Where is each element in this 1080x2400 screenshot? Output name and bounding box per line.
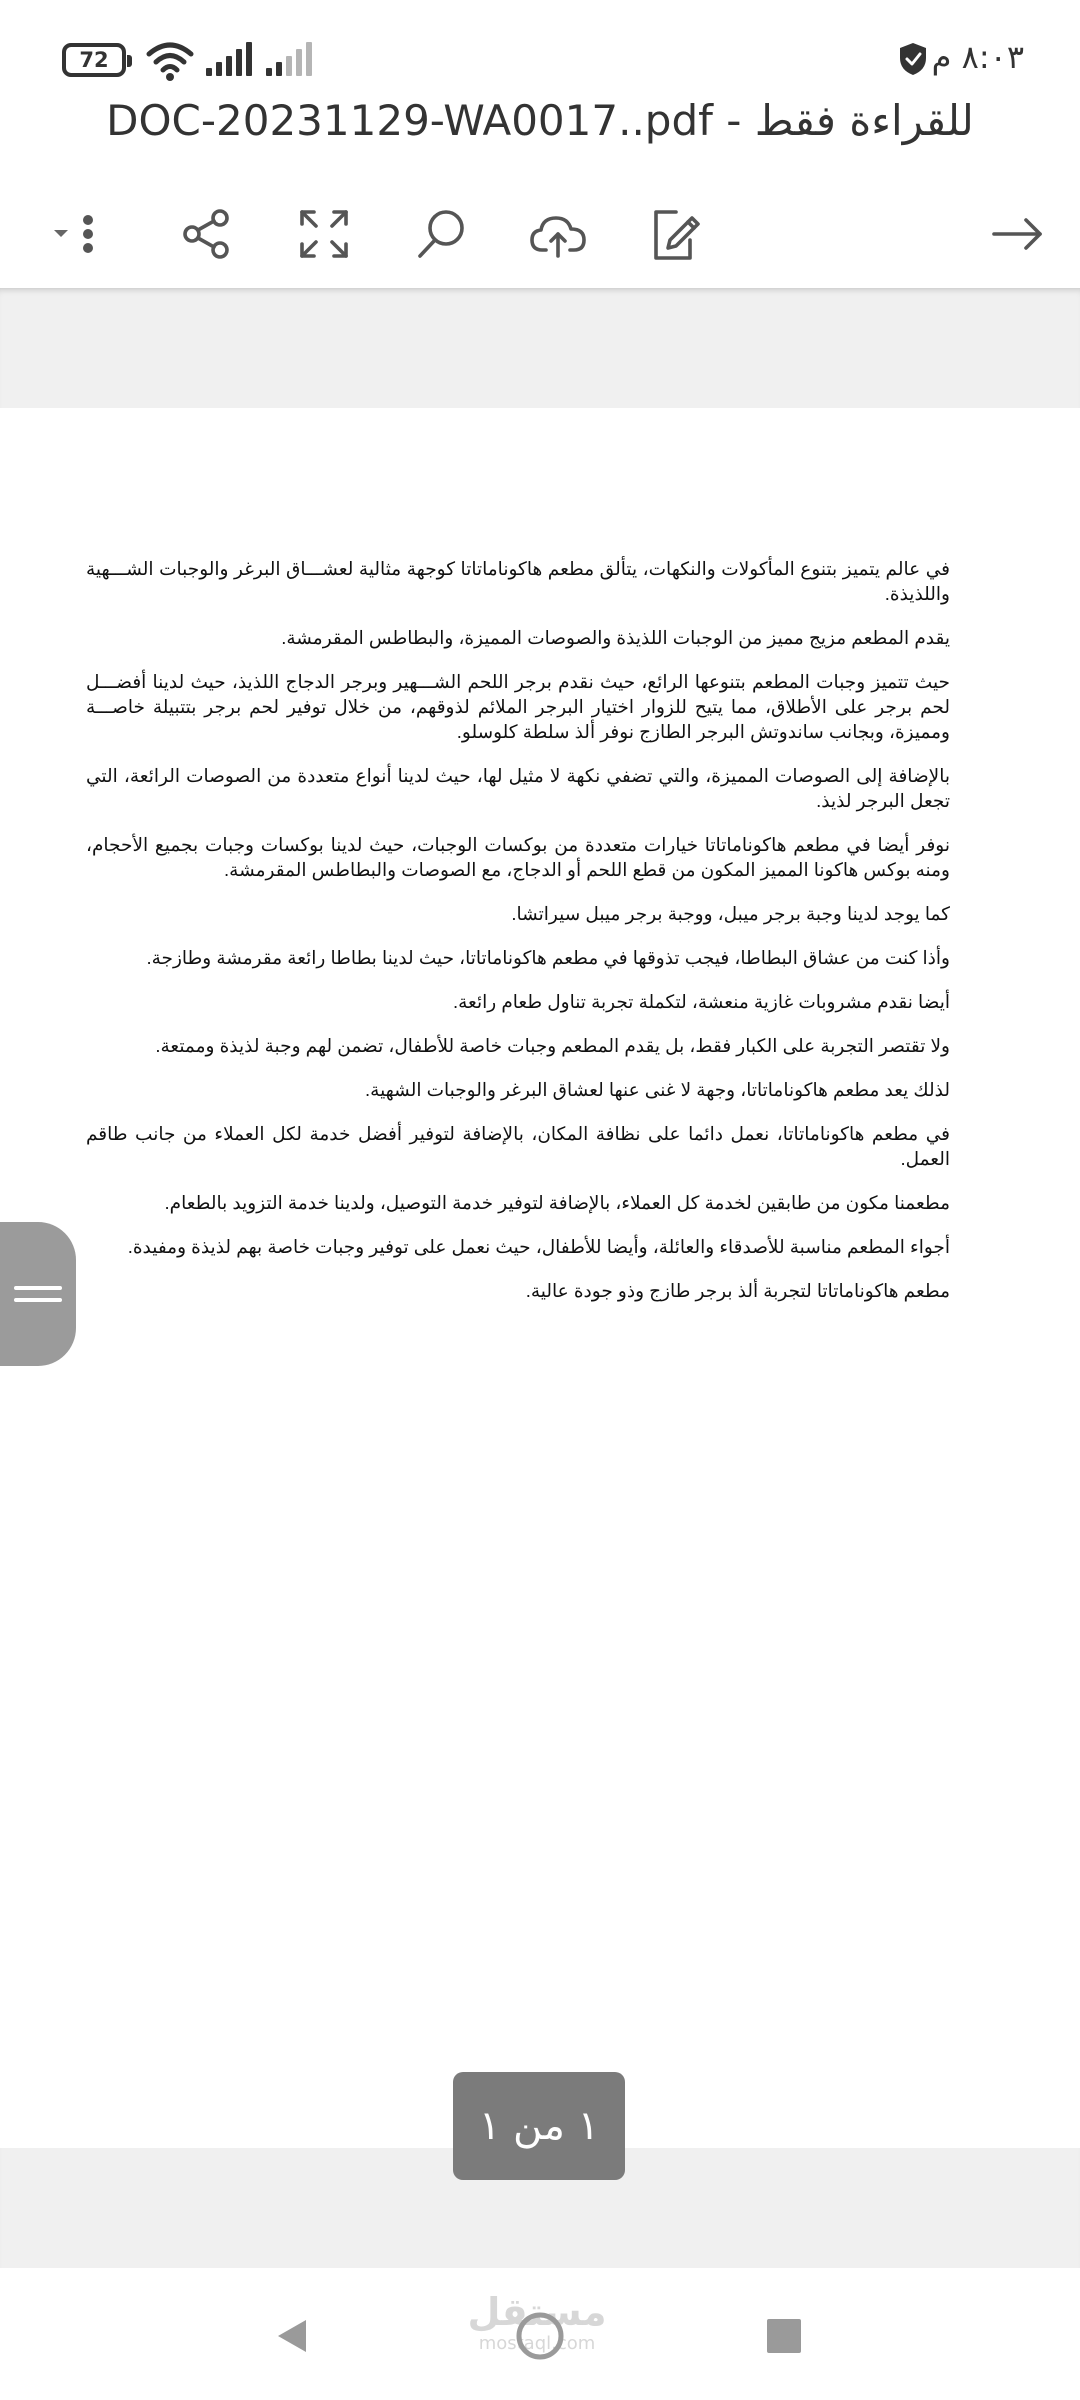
toolbar — [0, 180, 1080, 290]
paragraph: بالإضافة إلى الصوصات المميزة، والتي تضفي نكهة لا مثيل لها، حيث لدينا أنواع متعددة من الصوصات الرائعة، التي تجعل البرجر لذيذ. — [86, 765, 950, 811]
back-button[interactable] — [262, 2306, 322, 2366]
document-title: DOC-20231129-WA0017..pdf - للقراءة فقط — [106, 96, 974, 145]
fullscreen-icon — [294, 204, 354, 264]
paragraph: وأذا كنت من عشاق البطاطا، فيجب تذوقها في مطعم هاكوناماتاتا، حيث لدينا بطاطا رائعة مقرمشة وطازجة. — [146, 947, 950, 968]
page-indicator: ١ من ١ — [453, 2072, 625, 2180]
watermark-url: mostaql.com — [478, 2333, 596, 2354]
battery-level: 72 — [79, 48, 109, 72]
signal-icon — [266, 42, 312, 76]
paragraph: لذلك يعد مطعم هاكوناماتاتا، وجهة لا غنى عنها لعشاق البرغر والوجبات الشهية. — [365, 1079, 950, 1100]
shield-icon — [898, 42, 928, 76]
paragraph: ولا تقتصر التجربة على الكبار فقط، بل يقدم المطعم وجبات خاصة للأطفال، تضمن لهم وجبة لذيذة وممتعة. — [155, 1035, 950, 1056]
drag-handle-icon — [12, 1274, 64, 1314]
clock: ٨:٠٣ م — [931, 38, 1024, 76]
paragraph: أجواء المطعم مناسبة للأصدقاء والعائلة، وأيضا للأطفال، حيث نعمل على توفير وجبات خاصة بهم لذيذة ومفيدة. — [127, 1236, 950, 1257]
fullscreen-button[interactable] — [284, 194, 364, 274]
recents-icon — [765, 2317, 803, 2355]
signal-icon — [206, 42, 252, 76]
edit-button[interactable] — [636, 194, 716, 274]
search-icon — [412, 204, 472, 264]
upload-cloud-button[interactable] — [518, 194, 598, 274]
battery-icon — [62, 43, 126, 77]
home-icon — [514, 2310, 566, 2362]
recents-button[interactable] — [754, 2306, 814, 2366]
search-button[interactable] — [402, 194, 482, 274]
paragraph: في مطعم هاكوناماتاتا، نعمل دائما على نظافة المكان، بالإضافة لتوفير أفضل خدمة لكل العملاء من جانب طاقم العمل. — [86, 1123, 950, 1169]
paragraph: كما يوجد لدينا وجبة برجر ميبل، ووجبة برجر ميبل سيراتشا. — [511, 903, 950, 924]
page-content — [86, 556, 950, 1322]
side-panel-handle[interactable] — [0, 1222, 76, 1366]
paragraph: أيضا نقدم مشروبات غازية منعشة، لتكملة تجربة تناول طعام رائعة. — [452, 991, 950, 1012]
pdf-page — [0, 408, 1080, 2148]
edit-icon — [646, 204, 706, 264]
paragraph: حيث تتميز وجبات المطعم بتنوعها الرائع، حيث نقدم برجر اللحم الشـــهير وبرجر الدجاج اللذيذ، حيث لدينا أفضـــل لحم برجر على الأطلاق، مما يتيح للزوار اختيار البرجر الملائم لذوقهم، من خلال توفير لحم برجر بتتبيلة خاصـــة ومميزة، وبجانب ساندوتش البرجر الطازج نوفر ألذ سلطة كلوسلو. — [86, 671, 950, 742]
share-button[interactable] — [166, 194, 246, 274]
navigation-bar — [0, 2268, 1080, 2400]
forward-button[interactable] — [978, 194, 1058, 274]
wifi-icon — [145, 38, 195, 82]
paragraph: في عالم يتميز بتنوع المأكولات والنكهات، يتألق مطعم هاكوناماتاتا كوجهة مثالية لعشـــاق البرغر والوجبات الشـــهية واللذيذة. — [86, 558, 950, 604]
paragraph: مطعمنا مكون من طابقين لخدمة كل العملاء، بالإضافة لتوفير خدمة التوصيل، ولدينا خدمة التزويد بالطعام. — [164, 1192, 950, 1213]
more-menu-button[interactable] — [20, 194, 116, 274]
watermark-text: مستقل — [467, 2290, 607, 2334]
back-icon — [272, 2316, 312, 2356]
status-bar — [0, 0, 1080, 110]
paragraph: يقدم المطعم مزيج مميز من الوجبات اللذيذة والصوصات المميزة، والبطاطس المقرمشة. — [281, 627, 950, 648]
forward-arrow-icon — [988, 204, 1048, 264]
upload-cloud-icon — [528, 204, 588, 264]
paragraph: نوفر أيضا في مطعم هاكوناماتاتا خيارات متعددة من بوكسات الوجبات، حيث لدينا بوكسات وجبات بجميع الأحجام، ومنه بوكس هاكونا المميز المكون من قطع اللحم أو الدجاج، مع الصوصات والبطاطس المقرمشة. — [86, 834, 950, 880]
home-button[interactable] — [510, 2306, 570, 2366]
paragraph: مطعم هاكوناماتاتا لتجربة ألذ برجر طازج وذو جودة عالية. — [525, 1280, 950, 1301]
pdf-viewer[interactable] — [0, 288, 1080, 2288]
more-menu-icon — [38, 204, 98, 264]
share-icon — [176, 204, 236, 264]
